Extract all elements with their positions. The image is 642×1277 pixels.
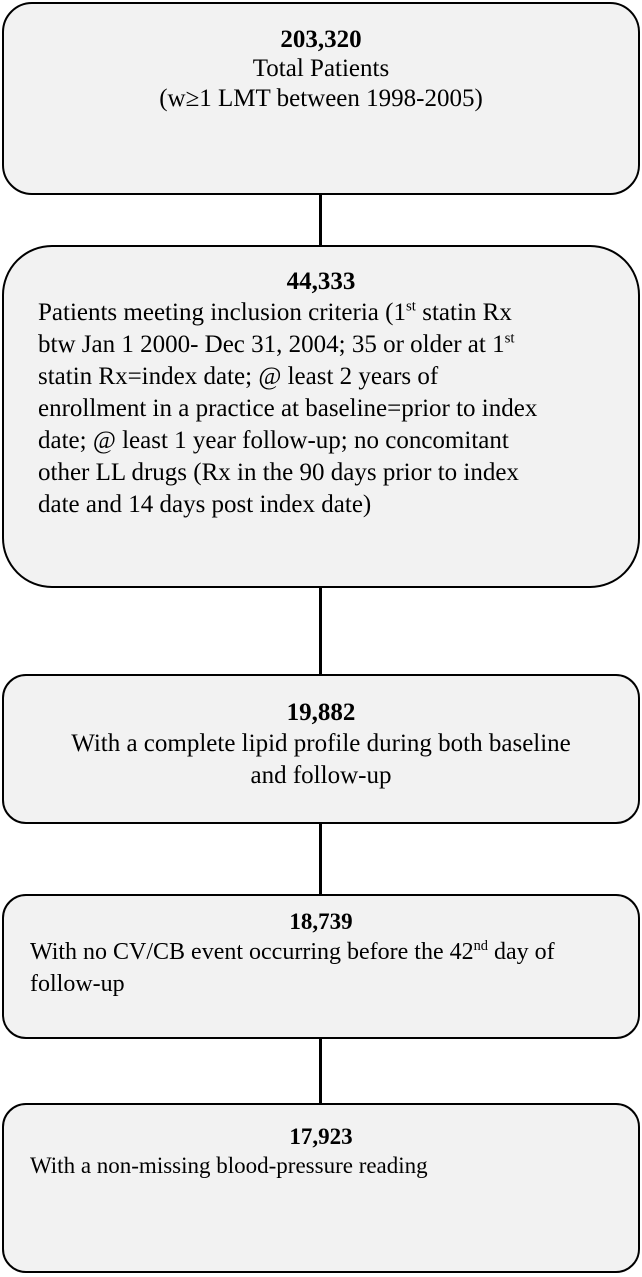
connector-line (319, 1039, 322, 1103)
box-text-line: other LL drugs (Rx in the 90 days prior to index (38, 459, 519, 486)
box-text (30, 1151, 624, 1181)
box-text-line: date; @ least 1 year follow-up; no concomitant (38, 427, 509, 454)
box-text-line: With a complete lipid profile during both baseline (71, 730, 571, 757)
box-count: 19,882 (286, 699, 356, 726)
box-text-line: Total Patients (252, 55, 390, 82)
box-text (38, 297, 624, 521)
box-text-line: btw Jan 1 2000- Dec 31, 2004; 35 or older at 1st (38, 330, 515, 358)
box-text-line: With a non-missing blood-pressure reading (30, 1153, 428, 1178)
flow-box-no-event (2, 894, 640, 1039)
box-text (30, 936, 624, 1000)
flow-box-blood-pressure (2, 1103, 640, 1273)
box-text-line: (w≥1 LMT between 1998-2005) (159, 85, 483, 112)
box-text-line: follow-up (30, 971, 125, 997)
box-text-line: Patients meeting inclusion criteria (1st statin Rx (38, 298, 512, 326)
flow-box-inclusion-criteria (2, 245, 640, 588)
box-text-line: and follow-up (250, 762, 392, 789)
box-count: 203,320 (280, 26, 362, 53)
box-text-line: enrollment in a practice at baseline=prior to index (38, 395, 538, 422)
box-text-line: With no CV/CB event occurring before the 42nd day of (30, 938, 555, 965)
box-count: 44,333 (286, 268, 356, 295)
box-count: 17,923 (289, 1124, 353, 1149)
flow-box-total-patients (2, 2, 640, 195)
flow-box-lipid-profile (2, 674, 640, 824)
connector-line (319, 195, 322, 245)
box-count: 18,739 (289, 909, 353, 934)
box-text-line: date and 14 days post index date) (38, 491, 372, 518)
box-text-line: statin Rx=index date; @ least 2 years of (38, 363, 439, 390)
connector-line (319, 588, 322, 674)
connector-line (319, 824, 322, 894)
